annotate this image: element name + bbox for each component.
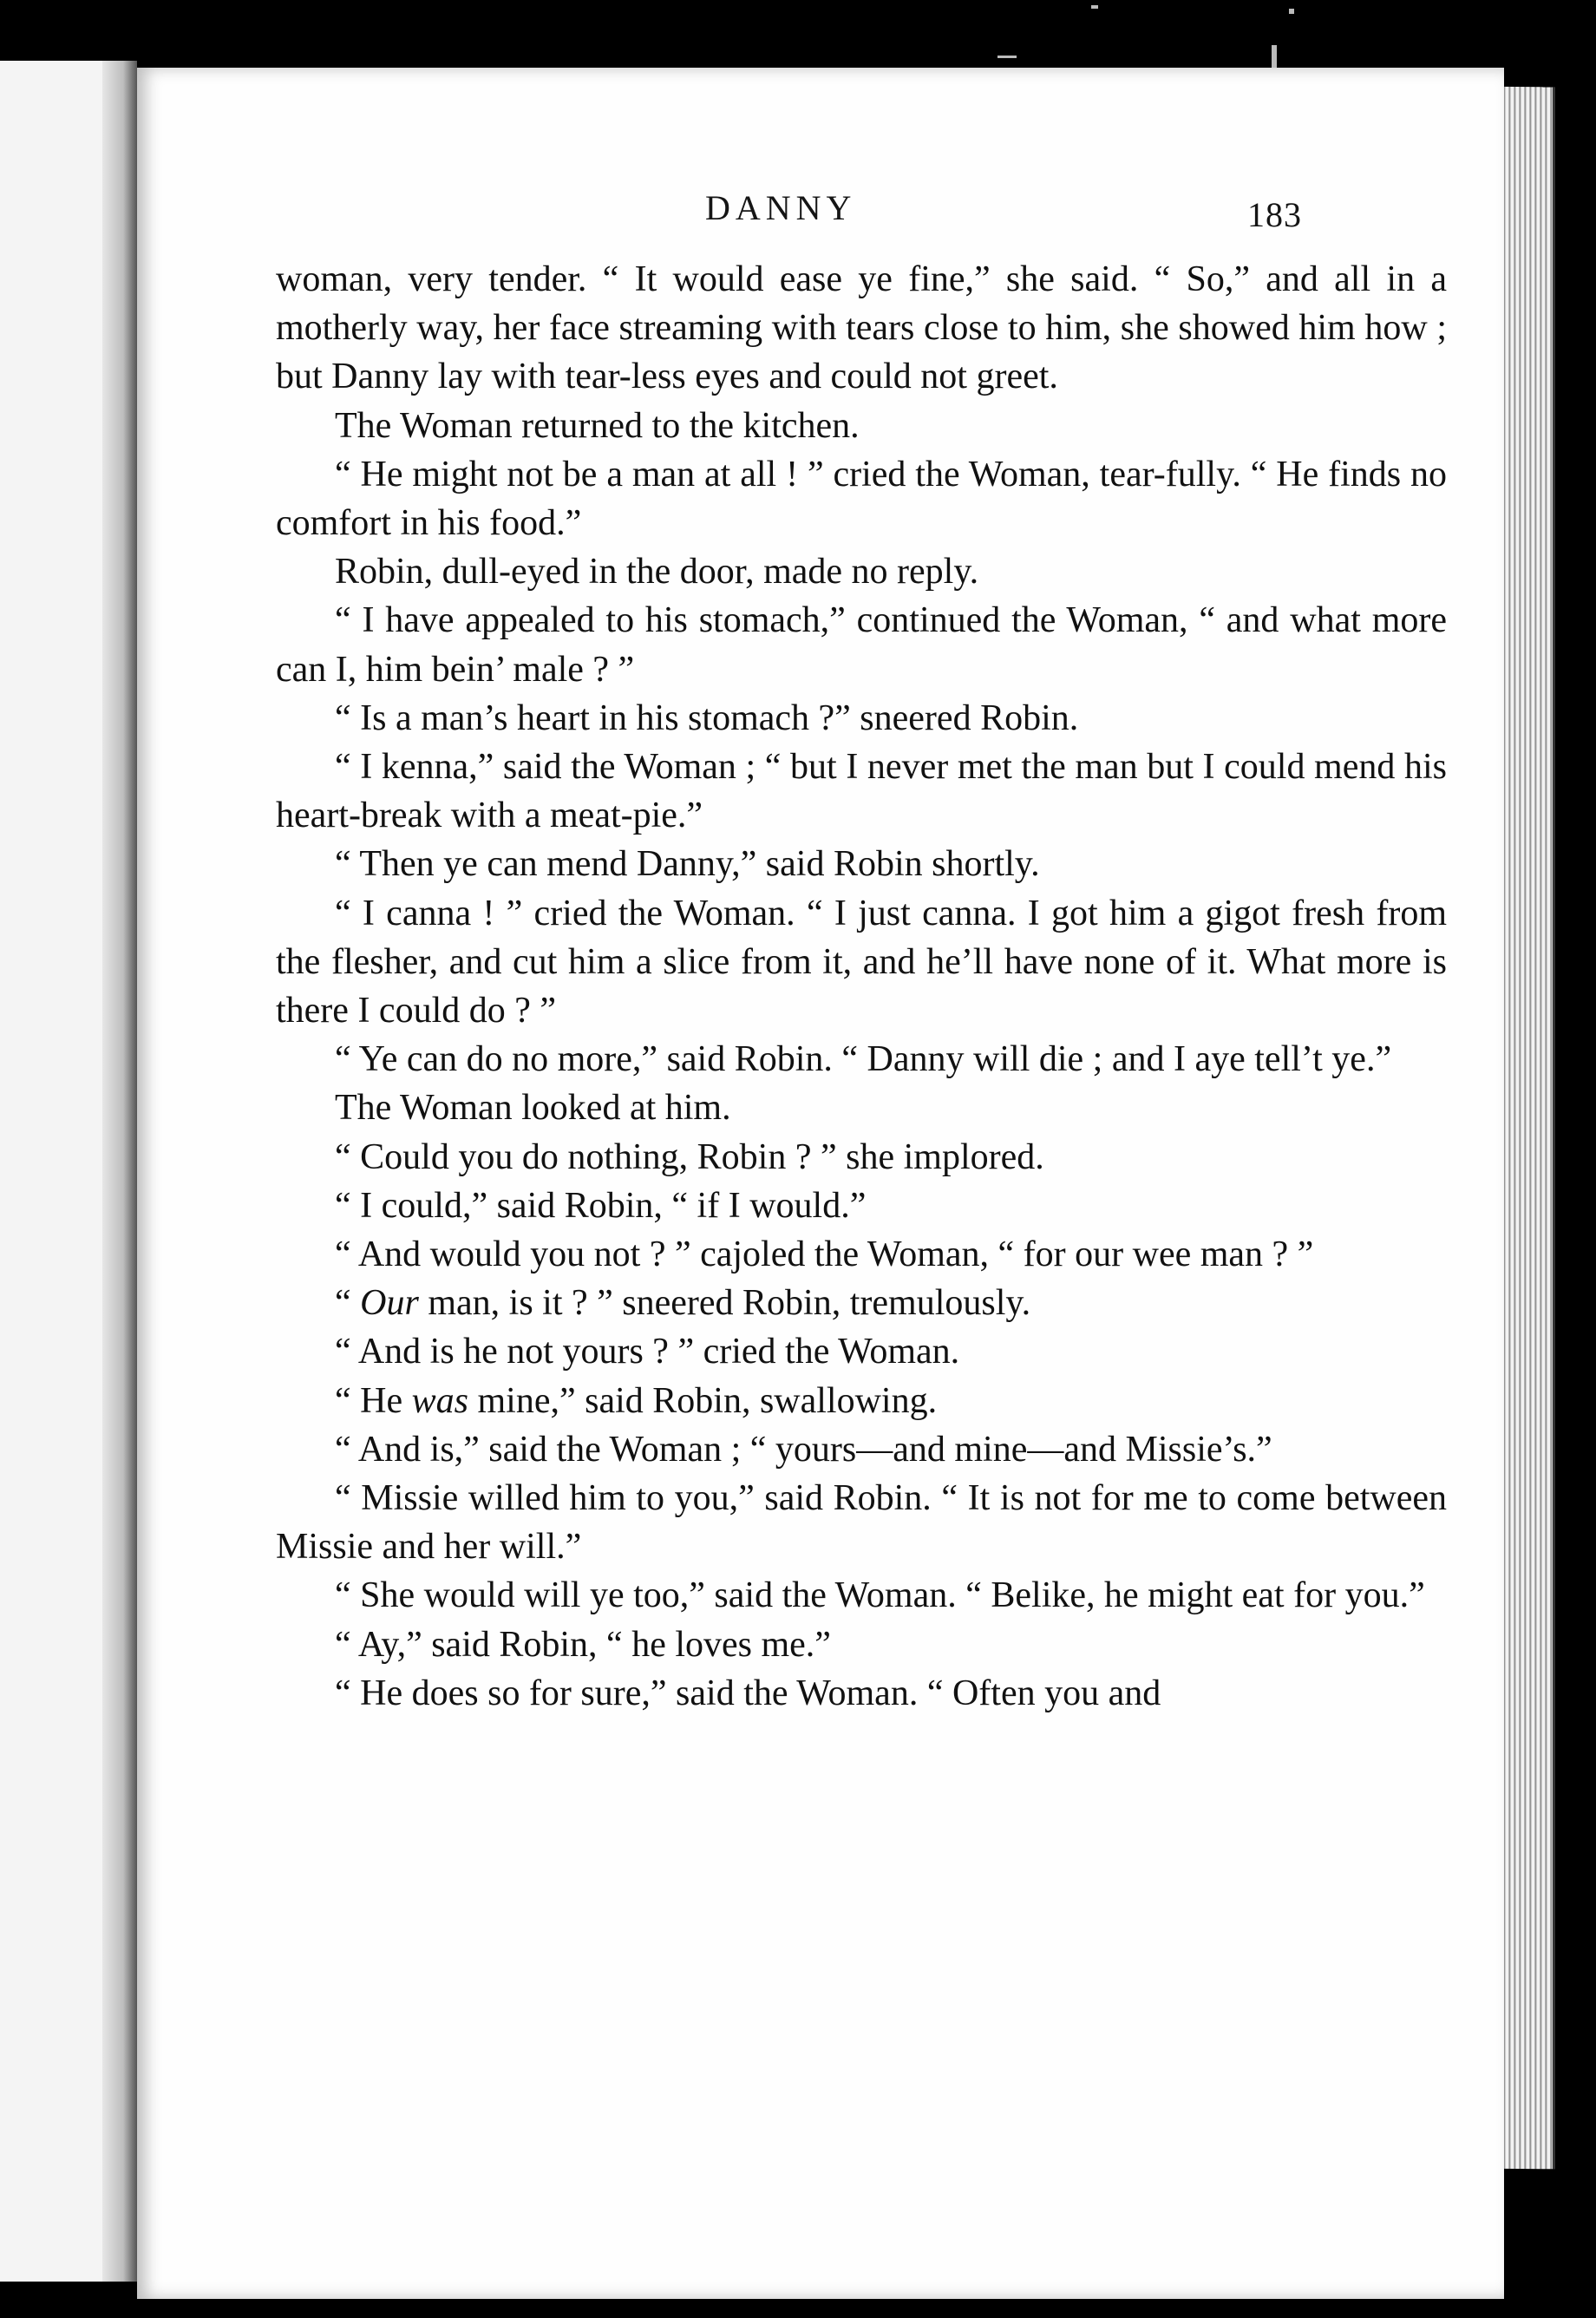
paragraph: [276, 596, 1447, 693]
paragraph-text: “ He does so for sure,” said the Woman. “ Often you and: [335, 1673, 1161, 1713]
italic-text: was: [411, 1380, 468, 1421]
body-text: [276, 255, 1447, 1718]
paragraph-text: Robin, dull-eyed in the door, made no reply.: [335, 552, 979, 593]
scan-specks: [0, 0, 1596, 78]
paragraph: [276, 1035, 1447, 1084]
paragraph-text: mine,” said Robin, swallowing.: [468, 1380, 938, 1421]
paragraph: [276, 450, 1447, 547]
paragraph: [276, 694, 1447, 743]
paragraph: [276, 889, 1447, 1036]
paragraph-text: “ I have appealed to his stomach,” continued the Woman, “ and what more can I, him bein’ male ? ”: [276, 600, 1447, 690]
running-title: DANNY: [705, 188, 857, 227]
paragraph-text: “ Ye can do no more,” said Robin. “ Danny will die ; and I aye tell’t ye.”: [335, 1039, 1392, 1080]
book-gutter: [102, 61, 137, 2282]
italic-text: Our: [360, 1283, 419, 1324]
paragraph-text: The Woman returned to the kitchen.: [335, 405, 860, 446]
paragraph-text: “ Then ye can mend Danny,” said Robin shortly.: [335, 844, 1040, 885]
paragraph-text: “ She would will ye too,” said the Woman. “ Belike, he might eat for you.”: [335, 1575, 1425, 1616]
paragraph-text: “ I canna ! ” cried the Woman. “ I just canna. I got him a gigot fresh from the flesher, and cut him a slice from it, and he’ll have none of it. What more is there I could do ? ”: [276, 893, 1447, 1031]
paragraph: [276, 1133, 1447, 1182]
paragraph-text: The Woman looked at him.: [335, 1088, 731, 1129]
paragraph: [276, 1474, 1447, 1571]
speck: [1091, 5, 1098, 9]
paragraph: [276, 1182, 1447, 1230]
paragraph: [276, 840, 1447, 888]
paragraph: [276, 1279, 1447, 1327]
paragraph-text: “ And is,” said the Woman ; “ yours—and mine—and Missie’s.”: [335, 1429, 1272, 1470]
paragraph: [276, 255, 1447, 402]
paragraph: [276, 743, 1447, 840]
paragraph-text: “ And is he not yours ? ” cried the Woman.: [335, 1332, 960, 1372]
paragraph: [276, 1621, 1447, 1669]
paragraph: [276, 1230, 1447, 1279]
paragraph: [276, 1327, 1447, 1376]
paragraph: [276, 1669, 1447, 1718]
paragraph: [276, 547, 1447, 596]
running-head: [137, 187, 1504, 239]
paragraph: [276, 402, 1447, 450]
paragraph-text: “: [335, 1283, 361, 1324]
paragraph: [276, 1084, 1447, 1132]
paragraph-text: “ Missie willed him to you,” said Robin. “ It is not for me to come between Missie and her will.”: [276, 1478, 1447, 1568]
page-number: 183: [1247, 195, 1302, 234]
paragraph-text: “ I could,” said Robin, “ if I would.”: [335, 1185, 867, 1226]
book-page: [137, 68, 1504, 2299]
paragraph: [276, 1571, 1447, 1620]
paragraph-text: woman, very tender. “ It would ease ye fine,” she said. “ So,” and all in a motherly way, her face streaming with tears close to him, she showed him how ; but Danny lay with tear-less eyes and could not greet.: [276, 259, 1447, 397]
paragraph: [276, 1377, 1447, 1425]
paragraph-text: “ And would you not ? ” cajoled the Woman, “ for our wee man ? ”: [335, 1234, 1314, 1275]
paragraph-text: “ Could you do nothing, Robin ? ” she implored.: [335, 1136, 1044, 1177]
paragraph-text: “ He: [335, 1380, 412, 1421]
paragraph-text: “ He might not be a man at all ! ” cried the Woman, tear-fully. “ He finds no comfort in his food.”: [276, 454, 1447, 544]
speck: [1272, 45, 1277, 68]
speck: [998, 56, 1017, 58]
paragraph-text: “ Is a man’s heart in his stomach ?” sneered Robin.: [335, 697, 1079, 738]
paragraph-text: man, is it ? ” sneered Robin, tremulously.: [418, 1283, 1031, 1324]
speck: [1289, 9, 1294, 14]
paragraph-text: “ Ay,” said Robin, “ he loves me.”: [335, 1624, 831, 1665]
paragraph-text: “ I kenna,” said the Woman ; “ but I never met the man but I could mend his heart-break with a meat-pie.”: [276, 747, 1447, 836]
paragraph: [276, 1425, 1447, 1474]
